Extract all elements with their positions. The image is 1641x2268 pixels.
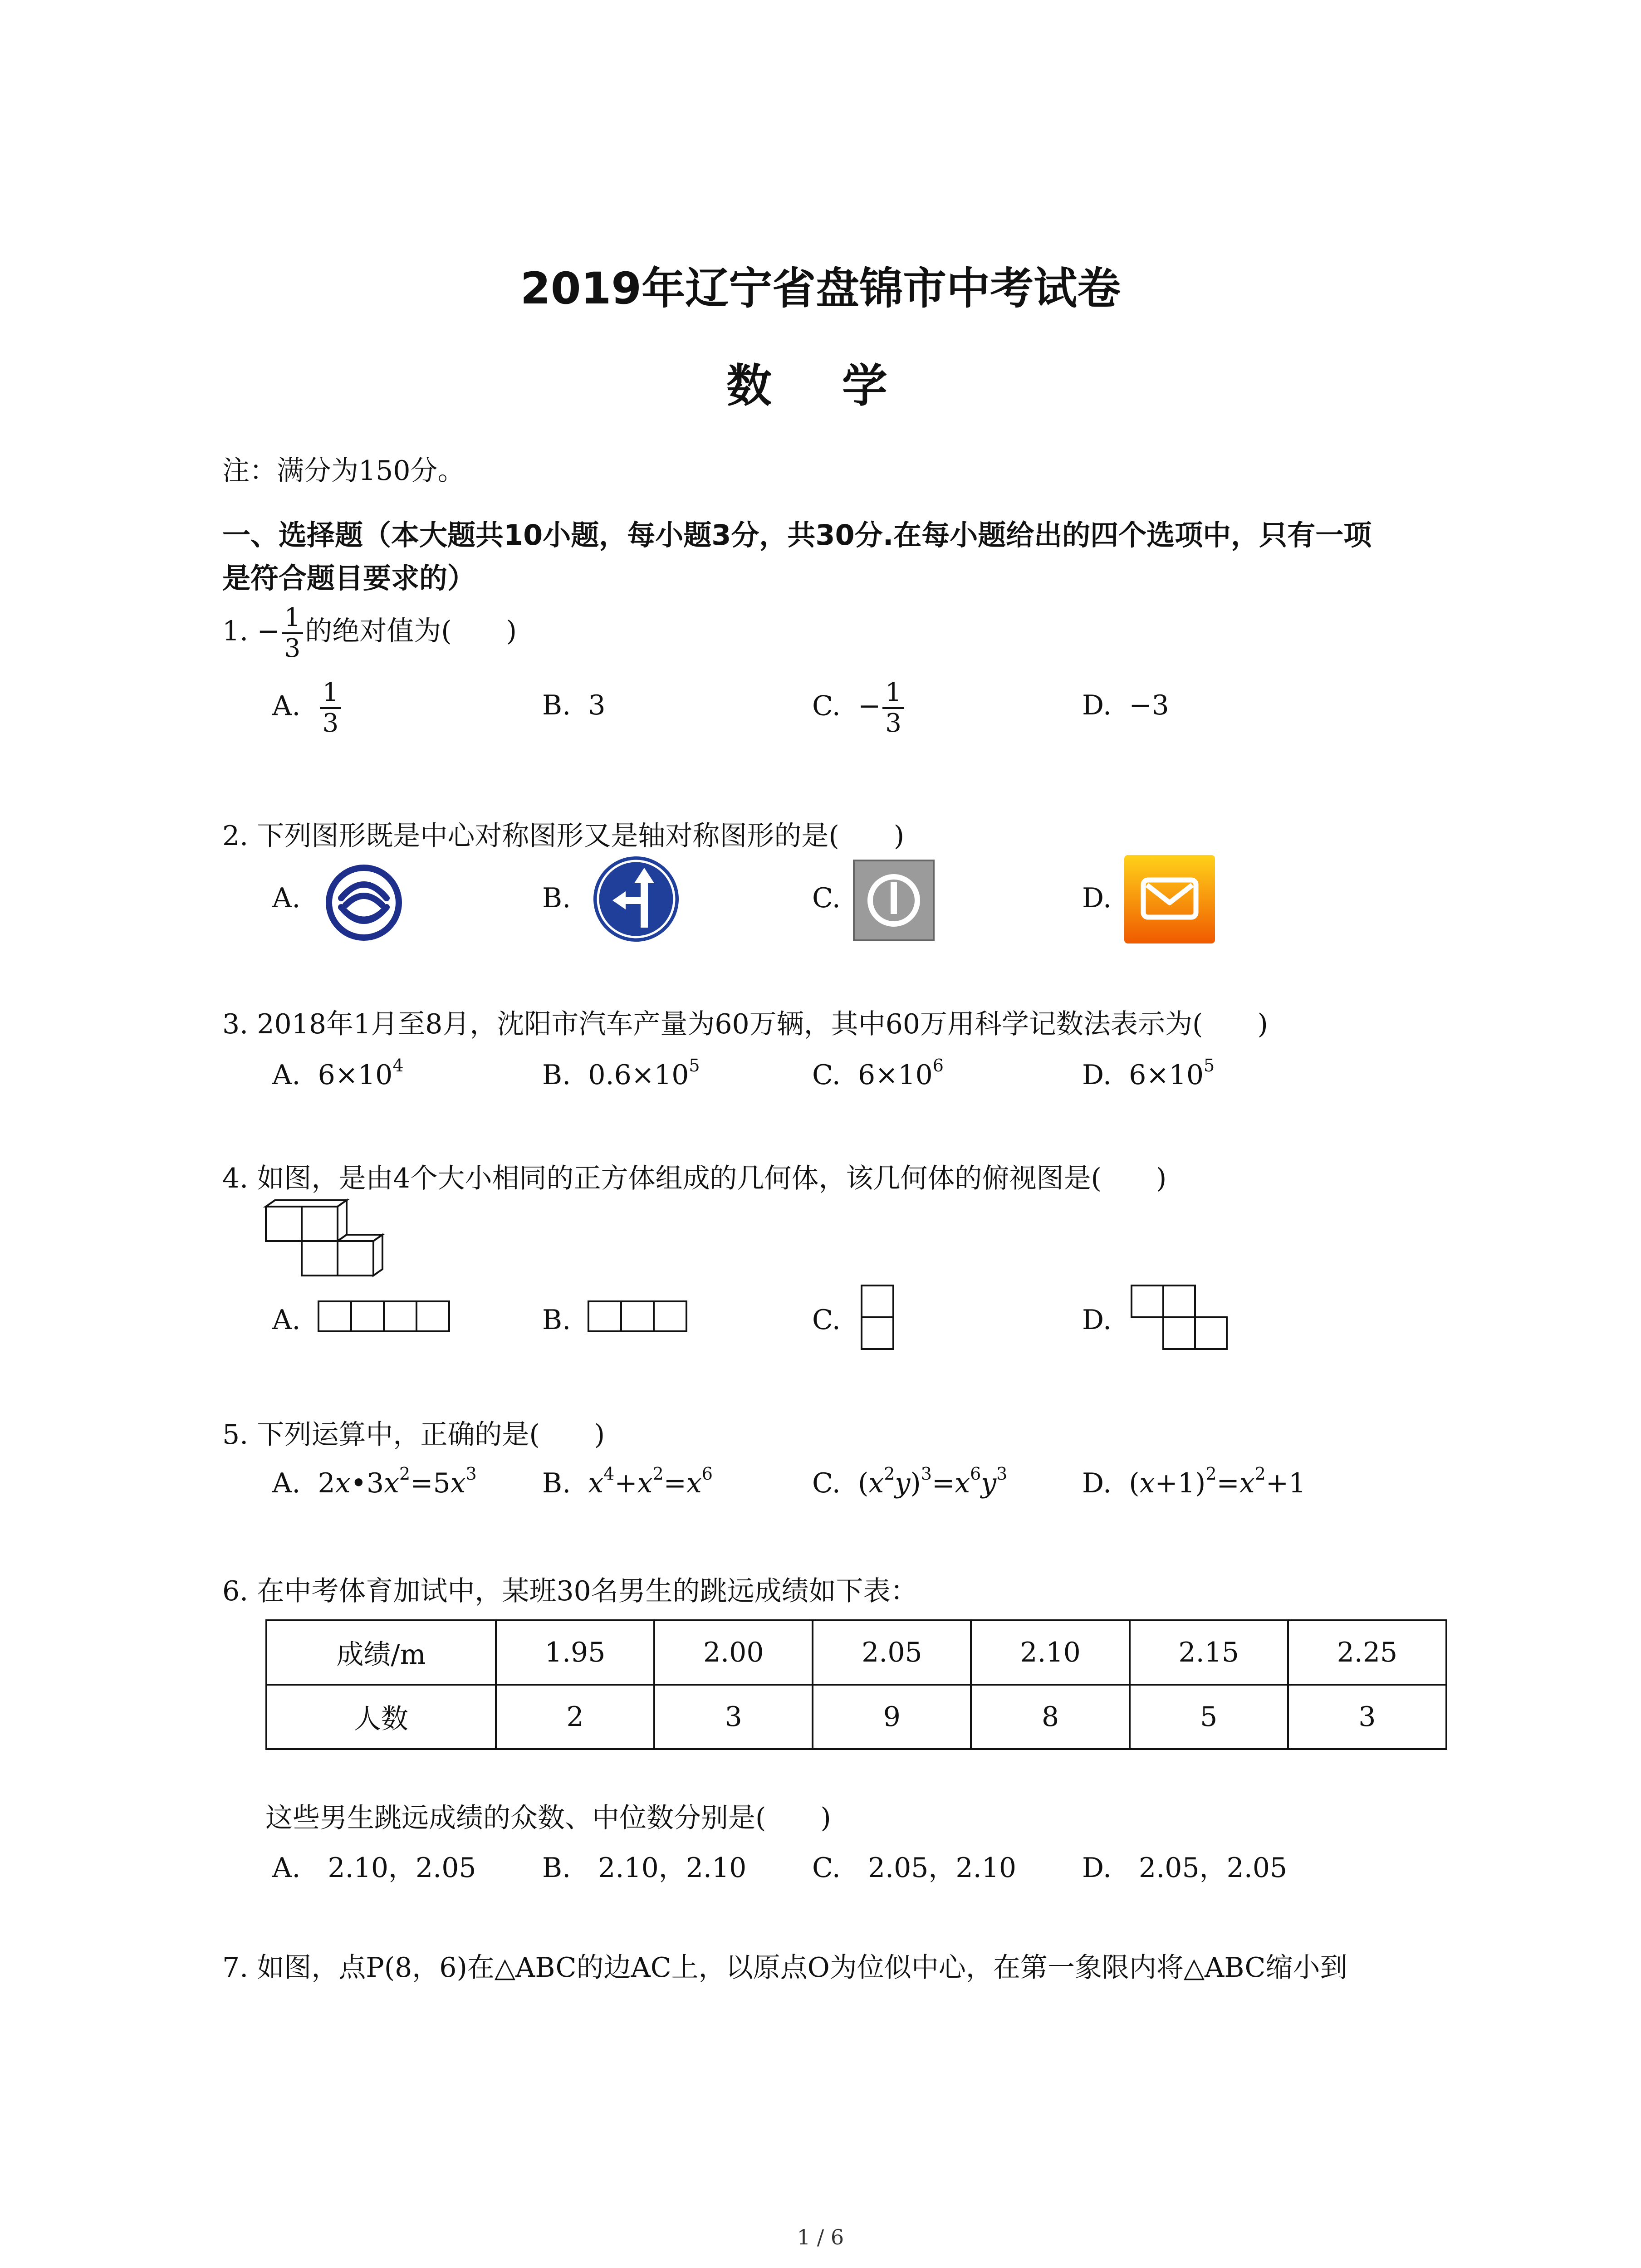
table-cell: 8 <box>971 1685 1129 1749</box>
table-header-cell: 人数 <box>266 1685 496 1749</box>
top-view-a <box>318 1300 451 1334</box>
option-d[interactable]: D. $6\times 10^5$ <box>1082 1056 1215 1091</box>
table-cell: 3 <box>654 1685 813 1749</box>
top-view-b <box>588 1300 690 1334</box>
option-d[interactable]: D. −3 <box>1082 689 1169 721</box>
option-b[interactable]: B. 2.10，2.10 <box>542 1852 747 1884</box>
china-mobile-logo-icon <box>323 862 405 943</box>
option-b[interactable]: B. 3 <box>542 689 606 721</box>
question-2: 2. 下列图形既是中心对称图形又是轴对称图形的是( ) <box>222 820 905 852</box>
section-heading: 一、选择题（本大题共10小题，每小题3分，共30分.在每小题给出的四个选项中，只有一项 <box>222 518 1372 552</box>
option-a[interactable]: A. $\frac{1}{3}$ <box>272 678 343 738</box>
option-b[interactable]: B. $0.6\times 10^5$ <box>542 1056 700 1091</box>
fraction: $\frac{1}{3}$ <box>282 603 304 663</box>
table-cell: 2.25 <box>1288 1620 1446 1685</box>
table-cell: 2.00 <box>654 1620 813 1685</box>
left-turn-sign-icon <box>592 855 681 943</box>
mail-envelope-icon <box>1124 855 1215 943</box>
question-6: 6. 在中考体育加试中，某班30名男生的跳远成绩如下表： <box>222 1575 918 1607</box>
option-b[interactable]: B. <box>542 1304 571 1336</box>
score-note: 注：满分为150分。 <box>222 455 465 487</box>
option-a[interactable]: A. $2x•3x^2=5x^3$ <box>272 1464 477 1499</box>
fraction: $\frac{1}{3}$ <box>882 678 904 738</box>
table-cell: 1.95 <box>496 1620 654 1685</box>
top-view-c <box>860 1284 896 1352</box>
option-a[interactable]: A. <box>272 882 301 914</box>
exam-title: 2019年辽宁省盘锦市中考试卷 <box>520 263 1121 314</box>
option-c[interactable]: C. − $\frac{1}{3}$ <box>812 678 906 738</box>
page-number: 1 / 6 <box>797 2225 844 2249</box>
table-cell: 2.15 <box>1130 1620 1288 1685</box>
table-row <box>266 1685 1446 1749</box>
table-cell: 5 <box>1130 1685 1288 1749</box>
table-cell: 2 <box>496 1685 654 1749</box>
table-cell: 9 <box>813 1685 971 1749</box>
table-cell: 2.05 <box>813 1620 971 1685</box>
option-a[interactable]: A. $6\times 10^4$ <box>272 1056 404 1091</box>
top-view-d <box>1130 1284 1232 1352</box>
question-5: 5. 下列运算中，正确的是( ) <box>222 1419 605 1451</box>
score-table <box>265 1619 1447 1750</box>
table-cell: 3 <box>1288 1685 1446 1749</box>
option-d[interactable]: D. $(x+1)^2=x^2+1$ <box>1082 1464 1306 1499</box>
fraction: $\frac{1}{3}$ <box>320 678 342 738</box>
table-cell: 2.10 <box>971 1620 1129 1685</box>
option-c[interactable]: C. $6\times 10^6$ <box>812 1056 944 1091</box>
option-c[interactable]: C. 2.05，2.10 <box>812 1852 1017 1884</box>
option-c[interactable]: C. <box>812 1304 841 1336</box>
question-3: 3. 2018年1月至8月，沈阳市汽车产量为60万辆，其中60万用科学记数法表示为( ) <box>222 1008 1268 1040</box>
question-4: 4. 如图，是由4个大小相同的正方体组成的几何体，该几何体的俯视图是( ) <box>222 1163 1167 1194</box>
table-header-cell: 成绩/m <box>266 1620 496 1685</box>
subject-title: 数 学 <box>726 359 915 412</box>
question-1: 1. − $\frac{1}{3}$ 的绝对值为( ) <box>222 603 517 663</box>
option-b[interactable]: B. <box>542 882 571 914</box>
option-c[interactable]: C. <box>812 882 841 914</box>
option-a[interactable]: A. 2.10，2.05 <box>272 1852 476 1884</box>
cube-solid-figure <box>263 1198 390 1290</box>
option-c[interactable]: C. $(x^2y)^3=x^6y^3$ <box>812 1464 1008 1499</box>
option-d[interactable]: D. <box>1082 882 1112 914</box>
option-b[interactable]: B. $x^4+x^2=x^6$ <box>542 1464 713 1499</box>
table-row <box>266 1620 1446 1685</box>
question-7: 7. 如图，点P(8，6)在△ABC的边AC上，以原点O为位似中心，在第一象限内将△ABC缩小到 <box>222 1952 1347 1984</box>
option-a[interactable]: A. <box>272 1304 301 1336</box>
power-button-icon <box>853 860 935 941</box>
question-6-prompt: 这些男生跳远成绩的众数、中位数分别是( ) <box>265 1802 831 1834</box>
option-d[interactable]: D. <box>1082 1304 1112 1336</box>
section-heading-cont: 是符合题目要求的） <box>222 562 476 595</box>
option-d[interactable]: D. 2.05，2.05 <box>1082 1852 1288 1884</box>
